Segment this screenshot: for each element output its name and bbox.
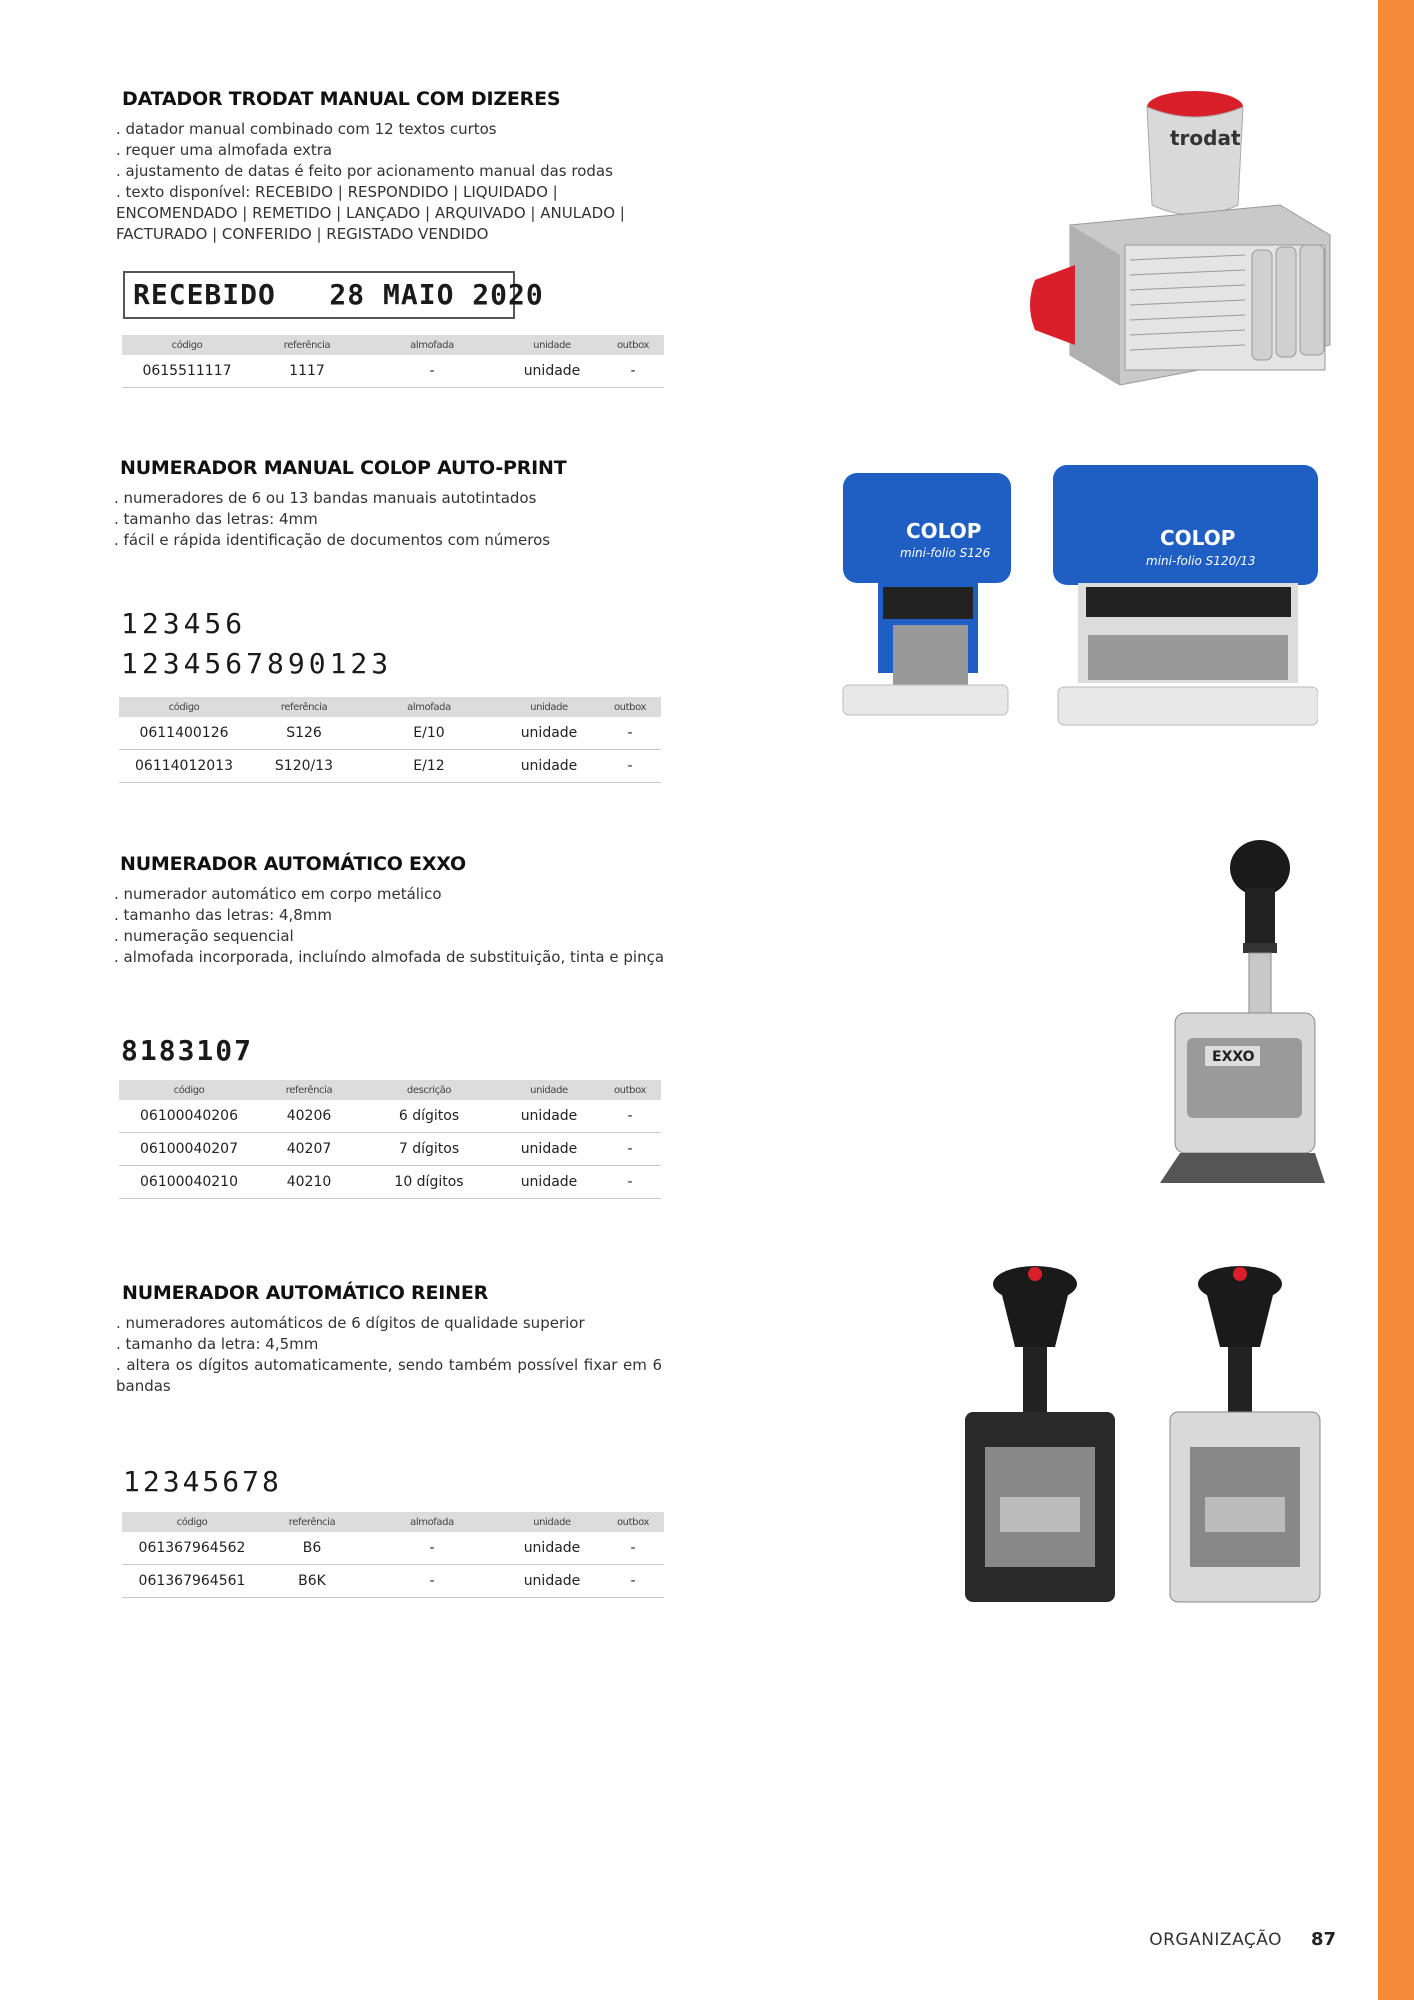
table-cell: unidade: [502, 355, 602, 388]
column-header: código: [119, 1080, 259, 1100]
product-title: DATADOR TRODAT MANUAL COM DIZERES: [122, 88, 561, 110]
bullet: . altera os dígitos automaticamente, sendo também possível fixar em 6 bandas: [116, 1356, 662, 1395]
bullet: . fácil e rápida identificação de documentos com números: [114, 531, 551, 549]
table-cell: -: [599, 717, 661, 750]
table-cell: 10 dígitos: [359, 1166, 499, 1199]
table-cell: 0611400126: [119, 717, 249, 750]
footer-section-label: ORGANIZAÇÃO: [1149, 1930, 1282, 1950]
table-cell: -: [599, 1100, 661, 1133]
table-cell: -: [602, 1532, 664, 1565]
table-row: [122, 1532, 664, 1565]
column-header: outbox: [599, 1080, 661, 1100]
model-label: mini-folio S126: [900, 546, 991, 560]
product-title: NUMERADOR MANUAL COLOP AUTO-PRINT: [120, 457, 567, 479]
product-reiner: [122, 1282, 682, 1310]
column-header: unidade: [499, 1080, 599, 1100]
table-cell: 40207: [259, 1133, 359, 1166]
table-cell: -: [362, 355, 502, 388]
table-cell: B6K: [262, 1565, 362, 1598]
column-header: almofada: [362, 335, 502, 355]
page-number: 87: [1311, 1929, 1337, 1950]
bullet: . numeradores automáticos de 6 dígitos de qualidade superior: [116, 1314, 585, 1332]
column-header: referência: [249, 697, 359, 717]
column-header: descrição: [359, 1080, 499, 1100]
bullet: . datador manual combinado com 12 textos curtos: [116, 120, 497, 138]
number-sample-6: 123456: [121, 607, 247, 640]
table-cell: -: [599, 1133, 661, 1166]
table-cell: 1117: [252, 355, 362, 388]
column-header: código: [122, 1512, 262, 1532]
table-cell: E/10: [359, 717, 499, 750]
product-description: [114, 884, 674, 968]
column-header: unidade: [499, 697, 599, 717]
table-cell: unidade: [499, 1166, 599, 1199]
product-colop: [120, 457, 680, 485]
brand-logo: COLOP: [906, 519, 982, 543]
table-cell: S120/13: [249, 750, 359, 783]
table-cell: -: [602, 1565, 664, 1598]
column-header: referência: [252, 335, 362, 355]
table-cell: -: [599, 750, 661, 783]
column-header: almofada: [362, 1512, 502, 1532]
product-description: [114, 488, 662, 551]
bullet: . tamanho das letras: 4,8mm: [114, 906, 333, 924]
table-cell: 061367964562: [122, 1532, 262, 1565]
column-header: outbox: [602, 1512, 664, 1532]
product-exxo: [120, 853, 680, 881]
column-header: unidade: [502, 335, 602, 355]
table-cell: -: [362, 1532, 502, 1565]
table-cell: 06100040210: [119, 1166, 259, 1199]
bullet: . tamanho das letras: 4mm: [114, 510, 318, 528]
table-cell: 40206: [259, 1100, 359, 1133]
table-row: [119, 750, 661, 783]
table-cell: unidade: [499, 1133, 599, 1166]
table-cell: E/12: [359, 750, 499, 783]
table-cell: 7 dígitos: [359, 1133, 499, 1166]
column-header: outbox: [602, 335, 664, 355]
table-row: [122, 1565, 664, 1598]
spec-table: [122, 335, 664, 388]
table-cell: 0615511117: [122, 355, 252, 388]
spec-table: [119, 697, 661, 783]
table-cell: 06100040206: [119, 1100, 259, 1133]
table-row: [122, 355, 664, 388]
table-cell: unidade: [499, 717, 599, 750]
bullet: . numeradores de 6 ou 13 bandas manuais autotintados: [114, 489, 537, 507]
column-header: unidade: [502, 1512, 602, 1532]
column-header: código: [122, 335, 252, 355]
model-label: mini-folio S120/13: [1146, 554, 1256, 568]
brand-logo: trodat: [1170, 126, 1241, 150]
spec-table: [122, 1512, 664, 1598]
table-cell: 6 dígitos: [359, 1100, 499, 1133]
bullet: . ajustamento de datas é feito por acionamento manual das rodas: [116, 162, 613, 180]
table-row: [119, 1166, 661, 1199]
bullet: . numerador automático em corpo metálico: [114, 885, 442, 903]
table-cell: unidade: [499, 1100, 599, 1133]
orange-side-bar: [1378, 0, 1414, 2000]
bullet: . requer uma almofada extra: [116, 141, 333, 159]
reiner-numberers-image: [955, 1262, 1335, 1612]
table-cell: 06100040207: [119, 1133, 259, 1166]
number-sample-13: 1234567890123: [121, 647, 393, 680]
product-title: NUMERADOR AUTOMÁTICO EXXO: [120, 853, 467, 875]
column-header: código: [119, 697, 249, 717]
product-title: NUMERADOR AUTOMÁTICO REINER: [122, 1282, 489, 1304]
trodat-dater-image: [1030, 85, 1335, 395]
table-cell: unidade: [502, 1532, 602, 1565]
column-header: referência: [259, 1080, 359, 1100]
bullet: . numeração sequencial: [114, 927, 294, 945]
number-sample: 8183107: [121, 1034, 254, 1067]
column-header: almofada: [359, 697, 499, 717]
product-description: [116, 1313, 662, 1397]
brand-logo: COLOP: [1160, 526, 1236, 550]
table-cell: S126: [249, 717, 359, 750]
bullet: . texto disponível: RECEBIDO | RESPONDIDO | LIQUIDADO | ENCOMENDADO | REMETIDO | LANÇADO | ARQUIVADO | ANULADO | FACTURADO | CONFERIDO | REGISTADO VENDIDO: [116, 183, 625, 243]
product-trodat: [122, 88, 682, 116]
table-cell: 06114012013: [119, 750, 249, 783]
table-cell: 40210: [259, 1166, 359, 1199]
colop-numberers-image: [838, 465, 1318, 755]
stamp-sample: RECEBIDO 28 MAIO 2020: [123, 271, 515, 319]
table-cell: unidade: [499, 750, 599, 783]
number-sample: 12345678: [123, 1465, 282, 1498]
brand-logo: EXXO: [1212, 1049, 1255, 1065]
bullet: . tamanho da letra: 4,5mm: [116, 1335, 319, 1353]
table-cell: 061367964561: [122, 1565, 262, 1598]
spec-table: [119, 1080, 661, 1199]
bullet: . almofada incorporada, incluíndo almofada de substituição, tinta e pinça: [114, 948, 665, 966]
product-description: [116, 119, 664, 245]
table-cell: unidade: [502, 1565, 602, 1598]
exxo-numberer-image: [1155, 838, 1330, 1198]
table-cell: -: [362, 1565, 502, 1598]
column-header: referência: [262, 1512, 362, 1532]
table-row: [119, 717, 661, 750]
column-header: outbox: [599, 697, 661, 717]
table-cell: -: [599, 1166, 661, 1199]
table-row: [119, 1100, 661, 1133]
table-cell: B6: [262, 1532, 362, 1565]
table-cell: -: [602, 355, 664, 388]
table-row: [119, 1133, 661, 1166]
